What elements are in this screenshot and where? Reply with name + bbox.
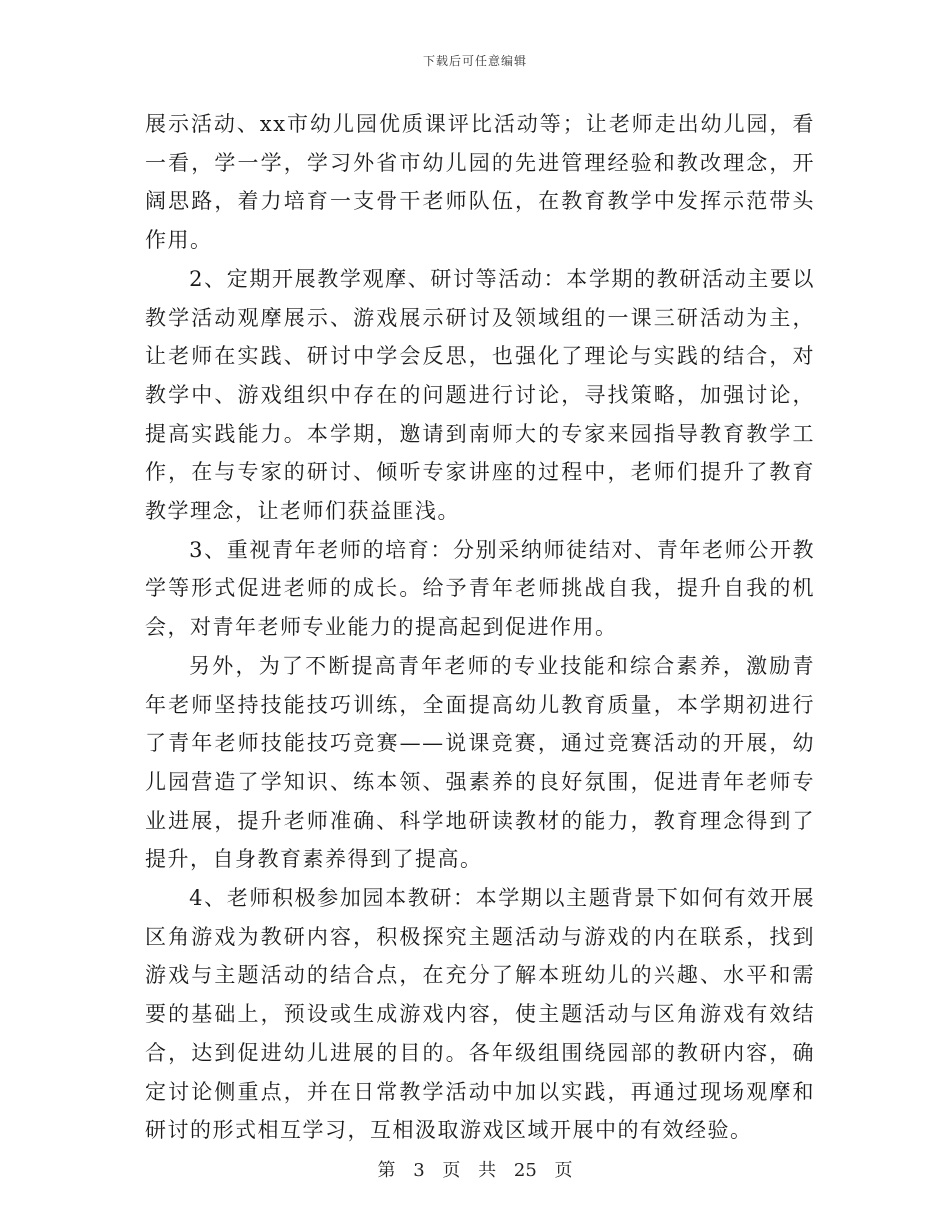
paragraph-continued: 展示活动、xx市幼儿园优质课评比活动等；让老师走出幼儿园，看一看，学一学，学习外省市幼儿园的先进管理经验和教改理念，开阔思路，着力培育一支骨干老师队伍，在教育教学中发挥示范带头作用。 (145, 112, 815, 253)
page-number: 3 (413, 1160, 425, 1181)
paragraph-teaching-observation: 2、定期开展教学观摩、研讨等活动：本学期的教研活动主要以教学活动观摩展示、游戏展示研讨及领域组的一课三研活动为主，让老师在实践、研讨中学会反思，也强化了理论与实践的结合，对教学中、游戏组织中存在的问题进行讨论，寻找策略，加强讨论，提高实践能力。本学期，邀请到南师大的专家来园指导教育教学工作，在与专家的研讨、倾听专家讲座的过程中，老师们提升了教育教学理念，让老师们获益匪浅。 (145, 266, 815, 524)
page-header: 下载后可任意编辑 (422, 54, 527, 68)
footer-mid1: 页 (442, 1160, 461, 1181)
document-body (145, 105, 815, 1150)
page-footer (0, 1156, 950, 1182)
paragraph-school-research: 4、老师积极参加园本教研：本学期以主题背景下如何有效开展区角游戏为教研内容，积极探究主题活动与游戏的内在联系，找到游戏与主题活动的结合点，在充分了解本班幼儿的兴趣、水平和需要的基础上，预设或生成游戏内容，使主题活动与区角游戏有效结合，达到促进幼儿进展的目的。各年级组围绕园部的教研内容，确定讨论侧重点，并在日常教学活动中加以实践，再通过现场观摩和研讨的形式相互学习，互相汲取游戏区域开展中的有效经验。 (145, 886, 815, 1143)
paragraph-young-teacher-training: 3、重视青年老师的培育：分别采纳师徒结对、青年老师公开教学等形式促进老师的成长。给予青年老师挑战自我，提升自我的机会，对青年老师专业能力的提高起到促进作用。 (145, 537, 815, 640)
footer-mid2: 共 (478, 1160, 497, 1181)
footer-prefix: 第 (377, 1160, 396, 1181)
page-total: 25 (513, 1160, 537, 1181)
footer-suffix: 页 (554, 1160, 573, 1181)
paragraph-skills-competition: 另外，为了不断提高青年老师的专业技能和综合素养，激励青年老师坚持技能技巧训练，全面提高幼儿教育质量，本学期初进行了青年老师技能技巧竞赛——说课竞赛，通过竞赛活动的开展，幼儿园营造了学知识、练本领、强素养的良好氛围，促进青年老师专业进展，提升老师准确、科学地研读教材的能力，教育理念得到了提升，自身教育素养得到了提高。 (145, 653, 815, 872)
